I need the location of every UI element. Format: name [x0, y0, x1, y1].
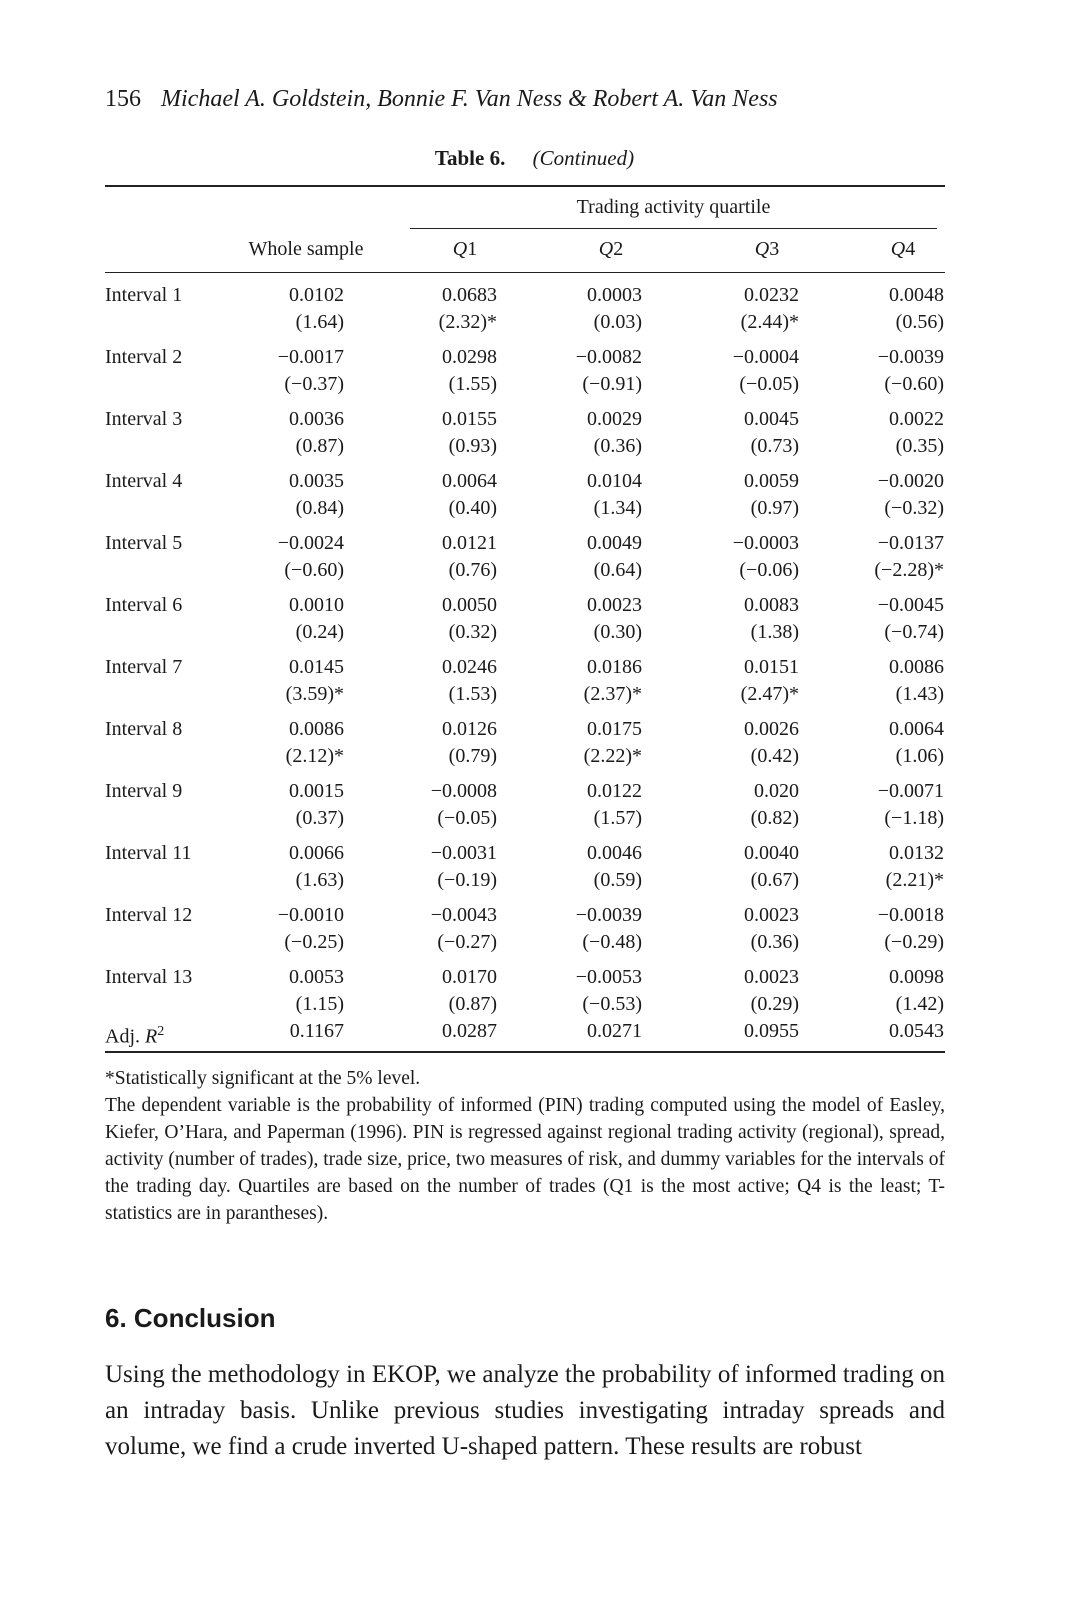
coefficient-cell: 0.0035	[289, 470, 344, 492]
t-stat-cell: (1.43)	[895, 683, 944, 705]
t-stat-cell: (−0.32)	[884, 497, 944, 519]
t-stat-cell: (−0.53)	[582, 993, 642, 1015]
coefficient-cell: 0.0098	[889, 966, 944, 988]
coefficient-cell: 0.0083	[744, 594, 799, 616]
adj-r2-cell: 0.0271	[587, 1020, 642, 1042]
coefficient-cell: 0.0053	[289, 966, 344, 988]
row-label: Interval 5	[105, 532, 183, 554]
t-stat-cell: (−0.19)	[437, 869, 497, 891]
table-label: Table 6.	[434, 146, 506, 170]
adj-r2-variable: R	[145, 1025, 158, 1048]
coefficient-cell: −0.0017	[277, 346, 344, 368]
t-stat-cell: (2.47)*	[740, 683, 799, 705]
table-top-rule	[105, 185, 945, 187]
table-notes	[105, 1065, 945, 1227]
group-header: Trading activity quartile	[576, 196, 771, 218]
coefficient-cell: 0.0246	[442, 656, 497, 678]
row-label: Interval 8	[105, 718, 183, 740]
t-stat-cell: (1.64)	[295, 311, 344, 333]
coefficient-cell: 0.0232	[744, 284, 799, 306]
coefficient-cell: −0.0045	[877, 594, 944, 616]
coefficient-cell: 0.0186	[587, 656, 642, 678]
t-stat-cell: (0.84)	[295, 497, 344, 519]
coefficient-cell: 0.0683	[442, 284, 497, 306]
t-stat-cell: (0.64)	[593, 559, 642, 581]
coefficient-cell: 0.0086	[289, 718, 344, 740]
coefficient-cell: 0.0145	[289, 656, 344, 678]
adj-r2-prefix: Adj.	[105, 1025, 145, 1048]
group-header-rule	[410, 228, 937, 229]
t-stat-cell: (2.12)*	[285, 745, 344, 767]
coefficient-cell: 0.0023	[587, 594, 642, 616]
t-stat-cell: (−0.05)	[437, 807, 497, 829]
coefficient-cell: 0.0064	[889, 718, 944, 740]
t-stat-cell: (−0.74)	[884, 621, 944, 643]
t-stat-cell: (−0.25)	[284, 931, 344, 953]
table-caption	[0, 146, 1069, 171]
coefficient-cell: −0.0031	[430, 842, 497, 864]
t-stat-cell: (2.22)*	[583, 745, 642, 767]
t-stat-cell: (2.44)*	[740, 311, 799, 333]
t-stat-cell: (0.82)	[750, 807, 799, 829]
t-stat-cell: (1.06)	[895, 745, 944, 767]
coefficient-cell: −0.0039	[575, 904, 642, 926]
coefficient-cell: 0.0122	[587, 780, 642, 802]
coefficient-cell: 0.0151	[744, 656, 799, 678]
coefficient-cell: −0.0039	[877, 346, 944, 368]
coefficient-cell: 0.0048	[889, 284, 944, 306]
t-stat-cell: (−0.48)	[582, 931, 642, 953]
column-header-q3: Q3	[754, 238, 780, 260]
t-stat-cell: (1.55)	[448, 373, 497, 395]
t-stat-cell: (0.42)	[750, 745, 799, 767]
t-stat-cell: (1.53)	[448, 683, 497, 705]
t-stat-cell: (0.67)	[750, 869, 799, 891]
t-stat-cell: (−2.28)*	[874, 559, 944, 581]
coefficient-cell: −0.0053	[575, 966, 642, 988]
t-stat-cell: (0.24)	[295, 621, 344, 643]
t-stat-cell: (1.57)	[593, 807, 642, 829]
coefficient-cell: −0.0082	[575, 346, 642, 368]
coefficient-cell: 0.0298	[442, 346, 497, 368]
row-label: Interval 9	[105, 780, 183, 802]
t-stat-cell: (1.63)	[295, 869, 344, 891]
row-label: Interval 7	[105, 656, 183, 678]
row-label-adj-r2	[105, 1018, 164, 1051]
t-stat-cell: (1.15)	[295, 993, 344, 1015]
coefficient-cell: −0.0024	[277, 532, 344, 554]
coefficient-cell: 0.0046	[587, 842, 642, 864]
t-stat-cell: (1.42)	[895, 993, 944, 1015]
coefficient-cell: 0.0170	[442, 966, 497, 988]
t-stat-cell: (0.32)	[448, 621, 497, 643]
coefficient-cell: 0.0050	[442, 594, 497, 616]
page-number: 156	[105, 86, 141, 112]
t-stat-cell: (1.38)	[750, 621, 799, 643]
adj-r2-cell: 0.0955	[744, 1020, 799, 1042]
t-stat-cell: (−0.05)	[739, 373, 799, 395]
t-stat-cell: (0.87)	[448, 993, 497, 1015]
row-label: Interval 11	[105, 842, 192, 864]
coefficient-cell: 0.0126	[442, 718, 497, 740]
coefficient-cell: 0.0015	[289, 780, 344, 802]
table-bottom-rule	[105, 1051, 945, 1053]
t-stat-cell: (0.29)	[750, 993, 799, 1015]
coefficient-cell: −0.0018	[877, 904, 944, 926]
coefficient-cell: 0.0059	[744, 470, 799, 492]
row-label: Interval 3	[105, 408, 183, 430]
row-label: Interval 13	[105, 966, 193, 988]
t-stat-cell: (−0.60)	[284, 559, 344, 581]
coefficient-cell: 0.0155	[442, 408, 497, 430]
t-stat-cell: (0.56)	[895, 311, 944, 333]
coefficient-cell: 0.0049	[587, 532, 642, 554]
author-line: Michael A. Goldstein, Bonnie F. Van Ness & Robert A. Van Ness	[161, 86, 778, 112]
coefficient-cell: 0.0132	[889, 842, 944, 864]
row-label: Interval 4	[105, 470, 183, 492]
coefficient-cell: −0.0137	[877, 532, 944, 554]
running-head	[105, 86, 778, 113]
coefficient-cell: −0.0003	[732, 532, 799, 554]
column-header-q1: Q1	[452, 238, 478, 260]
t-stat-cell: (−0.27)	[437, 931, 497, 953]
column-header-q2: Q2	[598, 238, 624, 260]
t-stat-cell: (0.36)	[593, 435, 642, 457]
coefficient-cell: 0.0023	[744, 966, 799, 988]
t-stat-cell: (0.03)	[593, 311, 642, 333]
coefficient-cell: 0.0026	[744, 718, 799, 740]
coefficient-cell: 0.0029	[587, 408, 642, 430]
coefficient-cell: 0.0010	[289, 594, 344, 616]
column-header-whole-sample: Whole sample	[248, 238, 364, 260]
t-stat-cell: (0.59)	[593, 869, 642, 891]
t-stat-cell: (2.37)*	[583, 683, 642, 705]
coefficient-cell: −0.0043	[430, 904, 497, 926]
t-stat-cell: (0.93)	[448, 435, 497, 457]
coefficient-cell: −0.0010	[277, 904, 344, 926]
row-label: Interval 1	[105, 284, 183, 306]
adj-r2-exponent: 2	[157, 1024, 165, 1039]
t-stat-cell: (−1.18)	[884, 807, 944, 829]
coefficient-cell: 0.0104	[587, 470, 642, 492]
coefficient-cell: −0.0071	[877, 780, 944, 802]
row-label: Interval 2	[105, 346, 183, 368]
t-stat-cell: (−0.60)	[884, 373, 944, 395]
t-stat-cell: (2.32)*	[438, 311, 497, 333]
column-header-q4: Q4	[890, 238, 916, 260]
t-stat-cell: (1.34)	[593, 497, 642, 519]
t-stat-cell: (2.21)*	[885, 869, 944, 891]
coefficient-cell: 0.0102	[289, 284, 344, 306]
coefficient-cell: −0.0020	[877, 470, 944, 492]
coefficient-cell: 0.0022	[889, 408, 944, 430]
t-stat-cell: (0.37)	[295, 807, 344, 829]
header-rule	[105, 272, 945, 273]
coefficient-cell: 0.0003	[587, 284, 642, 306]
t-stat-cell: (−0.91)	[582, 373, 642, 395]
t-stat-cell: (0.73)	[750, 435, 799, 457]
coefficient-cell: 0.0064	[442, 470, 497, 492]
t-stat-cell: (0.87)	[295, 435, 344, 457]
row-label: Interval 6	[105, 594, 183, 616]
t-stat-cell: (−0.37)	[284, 373, 344, 395]
coefficient-cell: 0.0066	[289, 842, 344, 864]
t-stat-cell: (0.36)	[750, 931, 799, 953]
t-stat-cell: (0.35)	[895, 435, 944, 457]
t-stat-cell: (0.97)	[750, 497, 799, 519]
t-stat-cell: (3.59)*	[285, 683, 344, 705]
coefficient-cell: 0.0175	[587, 718, 642, 740]
coefficient-cell: 0.0086	[889, 656, 944, 678]
t-stat-cell: (0.30)	[593, 621, 642, 643]
coefficient-cell: 0.020	[754, 780, 799, 802]
footnote-description: The dependent variable is the probability of informed (PIN) trading computed using the model of Easley, Kiefer, O’Hara, and Paperman (1996). PIN is regressed against regional trading activity (regional), spread, activity (number of trades), trade size, price, two measures of risk, and dummy variables for the intervals of the trading day. Quartiles are based on the number of trades (Q1 is the most active; Q4 is the least; T-statistics are in parantheses).	[105, 1095, 945, 1224]
row-label: Interval 12	[105, 904, 193, 926]
adj-r2-cell: 0.0287	[442, 1020, 497, 1042]
table-continued: (Continued)	[532, 146, 635, 170]
footnote-significance: *Statistically significant at the 5% level.	[105, 1068, 421, 1089]
section-heading: 6. Conclusion	[105, 1303, 276, 1333]
t-stat-cell: (−0.06)	[739, 559, 799, 581]
coefficient-cell: 0.0045	[744, 408, 799, 430]
coefficient-cell: 0.0121	[442, 532, 497, 554]
t-stat-cell: (0.40)	[448, 497, 497, 519]
t-stat-cell: (−0.29)	[884, 931, 944, 953]
t-stat-cell: (0.79)	[448, 745, 497, 767]
t-stat-cell: (0.76)	[448, 559, 497, 581]
coefficient-cell: 0.0040	[744, 842, 799, 864]
coefficient-cell: −0.0004	[732, 346, 799, 368]
coefficient-cell: −0.0008	[430, 780, 497, 802]
adj-r2-cell: 0.1167	[289, 1020, 344, 1042]
coefficient-cell: 0.0023	[744, 904, 799, 926]
adj-r2-cell: 0.0543	[889, 1020, 944, 1042]
body-paragraph: Using the methodology in EKOP, we analyze the probability of informed trading on an intraday basis. Unlike previous studies investigating intraday spreads and volume, we find a crude inverted U-shaped pattern. These results are robust	[105, 1361, 945, 1460]
coefficient-cell: 0.0036	[289, 408, 344, 430]
